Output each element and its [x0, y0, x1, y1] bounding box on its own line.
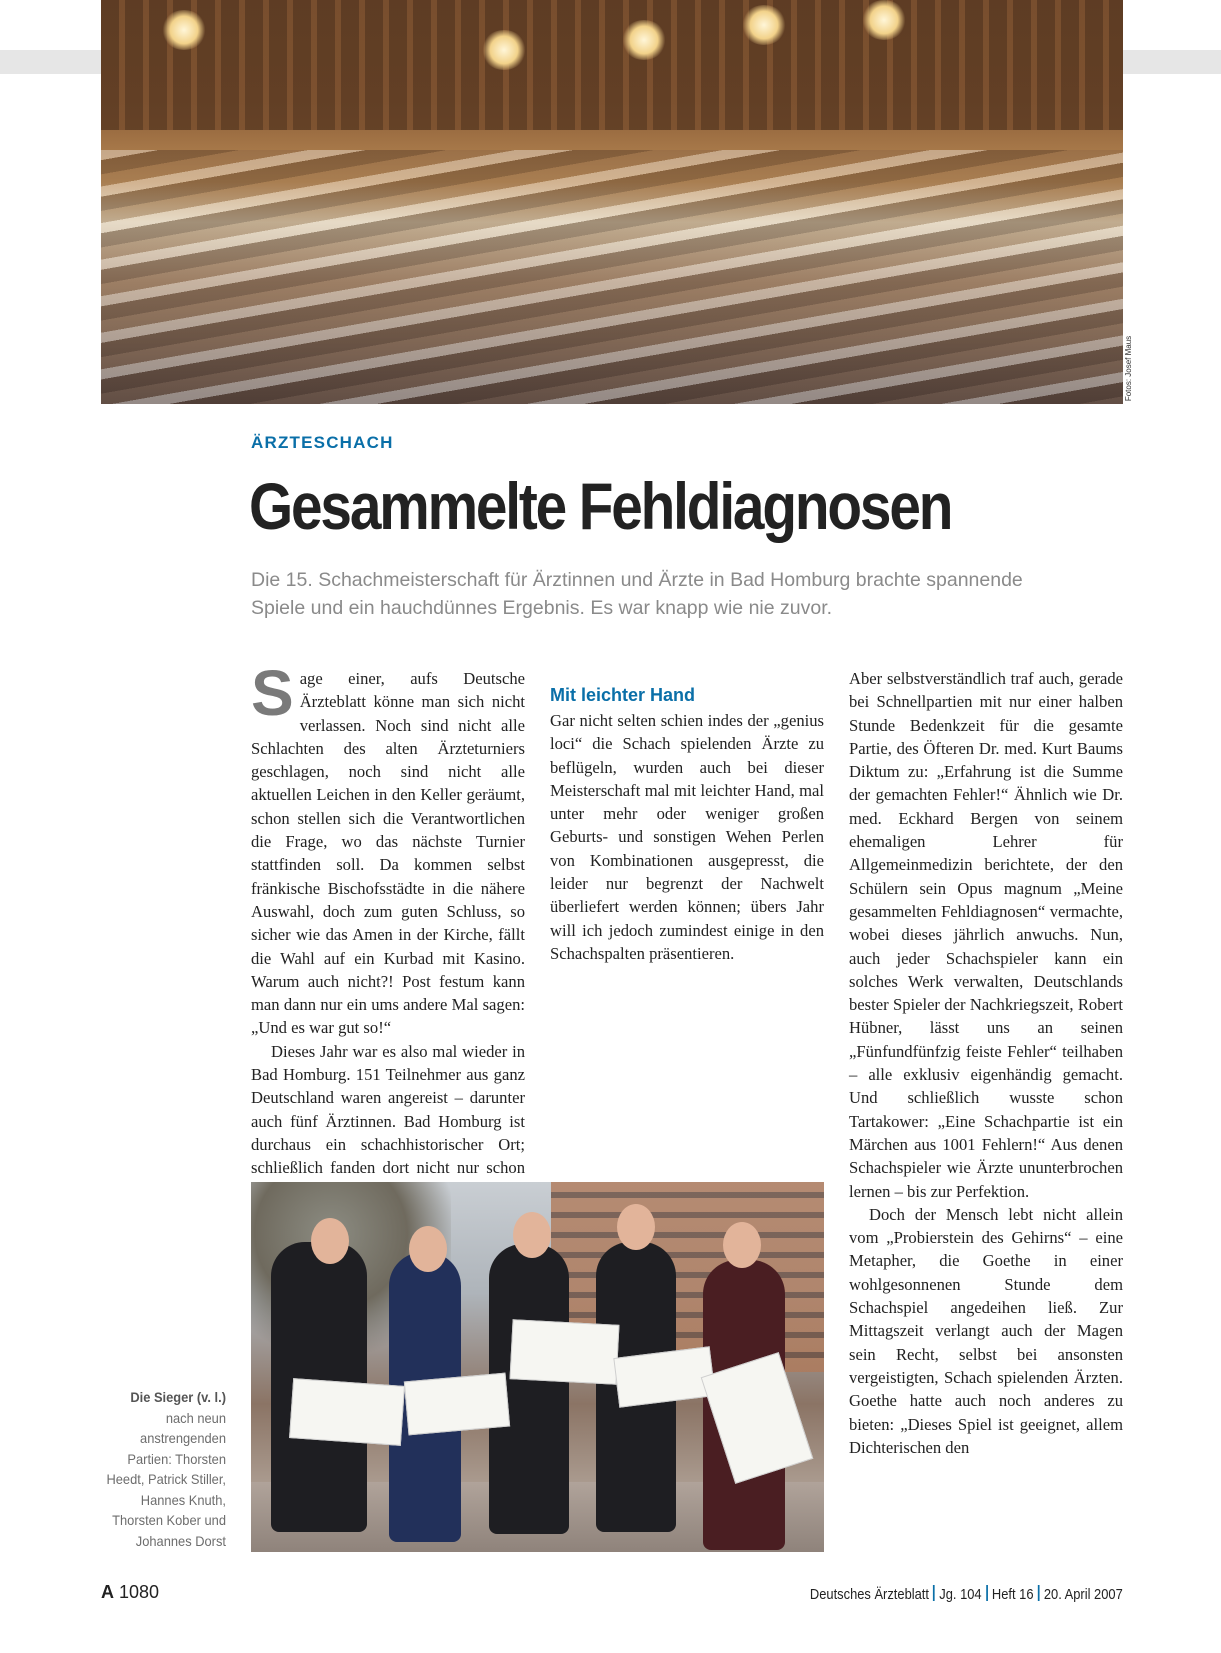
chandelier: [621, 20, 667, 60]
hall-wall: [101, 0, 1123, 130]
photo-caption: [106, 1387, 226, 1551]
chandelier: [741, 5, 787, 45]
person-head: [311, 1218, 349, 1264]
journal-name: Deutsches Ärzteblatt: [810, 1586, 930, 1603]
footer-divider: [1038, 1585, 1040, 1601]
journal-issue: Heft 16: [992, 1586, 1034, 1603]
section-kicker: ÄRZTESCHACH: [251, 433, 394, 452]
paragraph: [251, 657, 525, 1040]
photo-credit: [1122, 335, 1136, 402]
footer-divider: [934, 1585, 936, 1601]
paragraph: Dieses Jahr war es also mal wieder in Bad Homburg. 151 Teilnehmer aus ganz Deutschland waren angereist – darunter auch fünf Ärztinnen. Bad Homburg ist durchaus ein schachhistorischer Ort; schließlich fanden dort nicht nur schon: [251, 1041, 525, 1178]
caption-lead: Die Sieger (v. l.): [130, 1389, 226, 1405]
page-prefix: A: [101, 1582, 114, 1602]
person-head: [513, 1212, 551, 1258]
chandelier: [481, 30, 527, 70]
journal-footer: [810, 1585, 1123, 1603]
prize-cheque: [289, 1378, 405, 1446]
hero-photo-chess-hall: [101, 0, 1123, 404]
person-head: [723, 1222, 761, 1268]
person-head: [409, 1226, 447, 1272]
chandelier: [161, 10, 207, 50]
winners-photo: [251, 1182, 824, 1552]
article-column-1: [251, 657, 525, 1178]
page-number-value: 1080: [119, 1582, 160, 1602]
article-title: Gesammelte Fehldiagnosen: [249, 469, 952, 543]
paragraph: Gar nicht selten schien indes der „genius loci“ die Schach spielenden Ärzte zu beflügeln, wurden auch bei dieser Meisterschaft mal mit leichter Hand, mal unter mehr oder weniger großen Geburts- und sonstigen Wehen Perlen von Kombinationen ausgepresst, die leider nur begrenzt der Nachwelt überliefert werden können; übers Jahr will ich jedoch zumindest einige in den Schachspalten präsentieren.: [550, 711, 824, 963]
subheading: Mit leichter Hand: [550, 685, 696, 705]
players-at-tables: [101, 150, 1123, 404]
paragraph: Doch der Mensch lebt nicht allein vom „Probierstein des Gehirns“ – eine Metapher, die Goethe in einer wohlgesonnenen Stunde dem Schachspiel angedeihen ließ. Zur Mittagszeit verlangt auch der Magen sein Recht, selbst bei ansonsten vergeistigten, Schach spielenden Ärzten. Goethe hatte auch noch anderes zu bieten: „Dieses Spiel ist geeignet, allem Dichterischen den: [849, 1204, 1123, 1457]
journal-date: 20. April 2007: [1044, 1586, 1123, 1603]
prize-cheque: [510, 1319, 620, 1385]
article-column-3: [849, 667, 1123, 1557]
person-head: [617, 1204, 655, 1250]
page-number: [101, 1582, 159, 1603]
journal-volume: Jg. 104: [939, 1586, 982, 1603]
photo-credit-text: Fotos: Josef Maus: [1124, 335, 1134, 402]
prize-cheque: [404, 1373, 510, 1436]
dropcap: S: [251, 657, 294, 729]
paragraph-text: age einer, aufs Deutsche Ärzteblatt könne man sich nicht verlassen. Noch sind nicht alle Schlachten des alten Ärzteturniers geschlagen, noch sind nicht alle aktuellen Leichen in den Keller geräumt, schon stellen sich die Verantwortlichen die Frage, wo das nächste Turnier stattfinden soll. Da kommen selbst fränkische Bischofsstädte in die nähere Auswahl, doch zum guten Schluss, so sicher wie das Amen in der Kirche, fällt die Wahl auf ein Kurbad mit Kasino. Warum auch nicht?! Post festum kann man dann nur ein ums andere Mal sagen: „Und es war gut so!“: [251, 669, 525, 1038]
footer-divider: [986, 1585, 988, 1601]
article-column-2: [550, 667, 824, 1162]
caption-text: nach neun anstrengenden Partien: Thorsten Heedt, Patrick Stiller, Hannes Knuth, Thorsten Kober und Johannes Dorst: [106, 1409, 226, 1549]
paragraph: Aber selbstverständlich traf auch, gerade bei Schnellpartien mit nur einer halben Stunde Bedenkzeit für die gesamte Partie, des Öfteren Dr. med. Kurt Baums Diktum zu: „Erfahrung ist die Summe der gemachten Fehler!“ Ähnlich wie Dr. med. Eckhard Bergen von seinem ehemaligen Lehrer für Allgemeinmedizin berichtete, der den Schülern sein Opus magnum „Meine gesammelten Fehldiagnosen“ vermachte, wobei dieses jährlich anwuchs. Nun, auch jeder Schachspieler kann ein solches Werk verwalten, Deutschlands bester Spieler der Nachkriegszeit, Robert Hübner, lässt uns an seinen „Fünfundfünfzig feiste Fehler“ teilhaben – alle exklusiv eigenhändig gemacht. Und schließlich wusste schon Tartakower: „Eine Schachpartie ist ein Märchen aus 1001 Fehlern!“ Aus denen Schachspieler wie Ärzte ununterbrochen lernen – bis zur Perfektion.: [849, 669, 1123, 1201]
chandelier: [861, 0, 907, 40]
article-lede: Die 15. Schachmeisterschaft für Ärztinnen und Ärzte in Bad Homburg brachte spannende Spiele und ein hauchdünnes Ergebnis. Es war knapp wie nie zuvor.: [251, 569, 1023, 619]
